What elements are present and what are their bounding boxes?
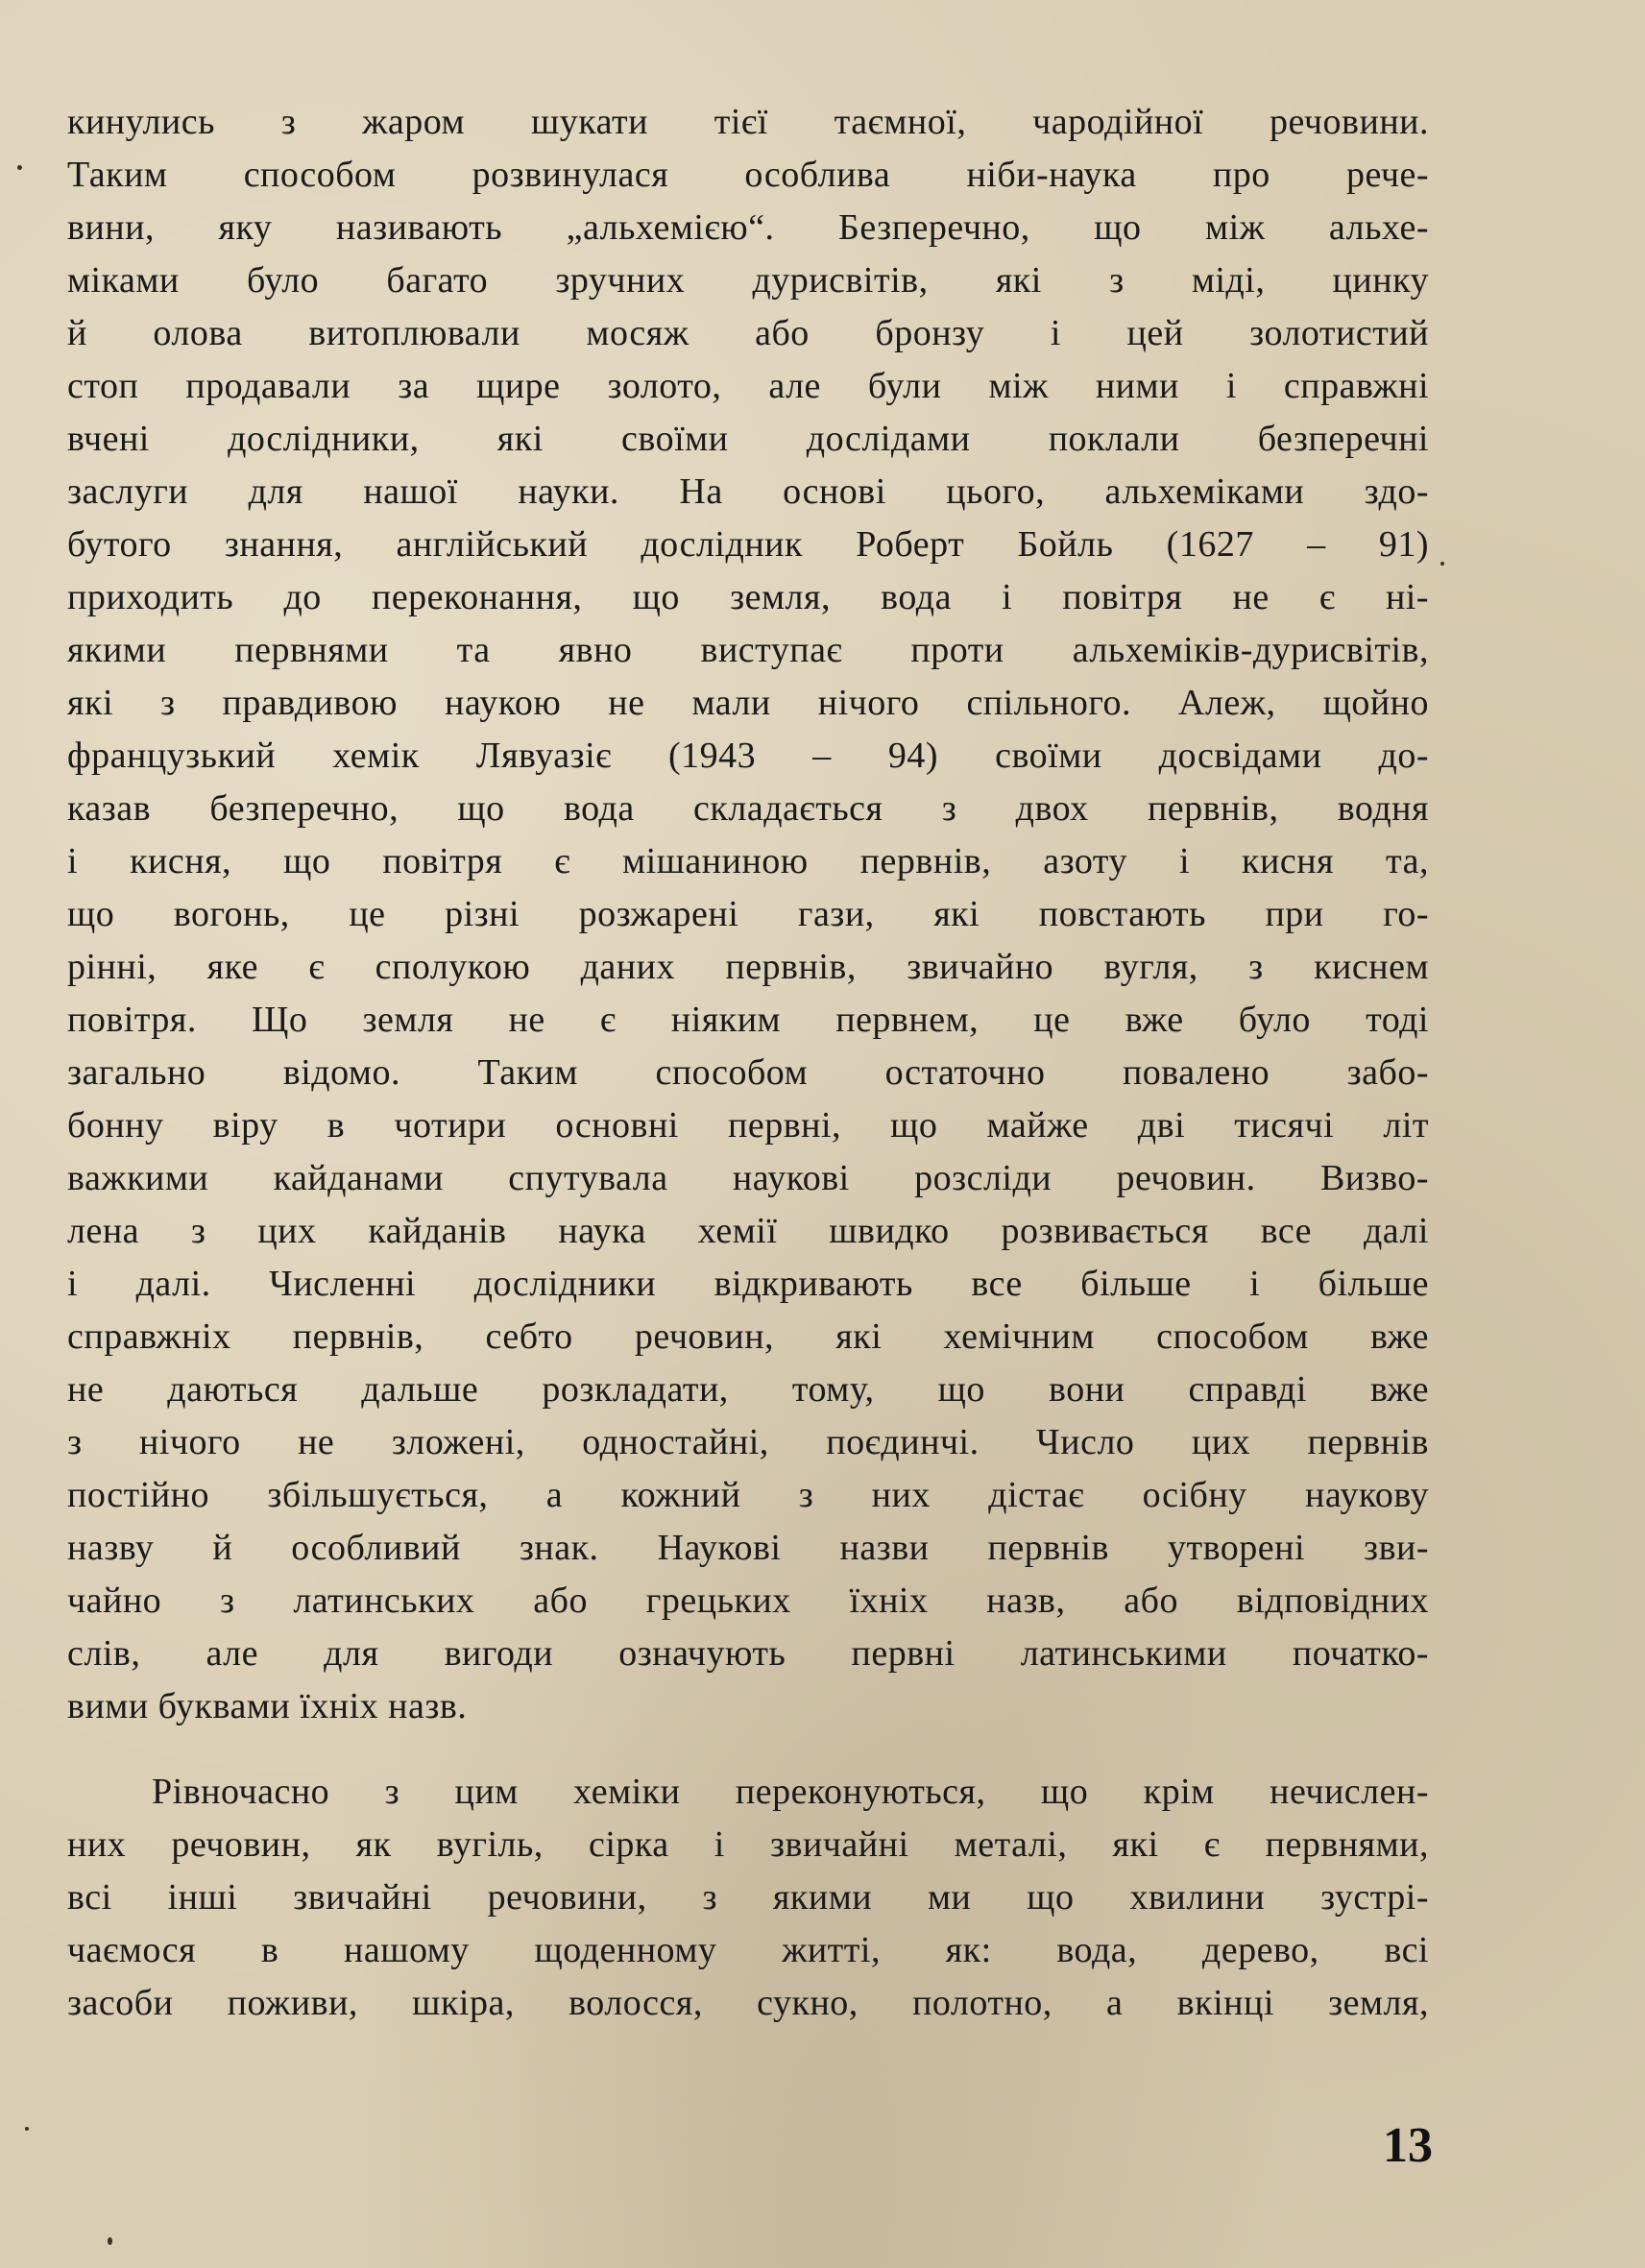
paper-speck [25,2127,29,2131]
text-line: чаємося в нашому щоденному житті, як: вода, дерево, всі [67,1930,1429,1970]
text-line: не даються дальше розкладати, тому, що вони справді вже [67,1369,1429,1410]
text-line: всі інші звичайні речовини, з якими ми що хвилини зустрі- [67,1877,1429,1918]
text-line: стоп продавали за щире золото, але були між ними і справжні [67,366,1429,406]
text-line: казав безперечно, що вода складається з двох первнів, водня [67,788,1429,829]
text-line: вими буквами їхніх назв. [67,1686,468,1726]
paper-speck [17,165,22,170]
text-line: бутого знання, англійський дослідник Роберт Бойль (1627 – 91) [67,524,1429,565]
text-line: міками було багато зручних дурисвітів, які з міді, цинку [67,260,1429,301]
text-line: бонну віру в чотири основні первні, що майже дві тисячі літ [67,1105,1429,1146]
text-line: французький хемік Лявуазіє (1943 – 94) своїми досвідами до- [67,736,1429,776]
text-line: кинулись з жаром шукати тієї таємної, чародійної речовини. [67,102,1429,142]
body-text [67,96,1429,2030]
paragraph-2 [67,1766,1429,2030]
text-line: слів, але для вигоди означують первні латинськими початко- [67,1633,1429,1674]
text-line: назву й особливий знак. Наукові назви первнів утворені зви- [67,1528,1429,1568]
paragraph-spacer [67,1733,1429,1766]
text-line: важкими кайданами спутувала наукові розсліди речовин. Визво- [67,1158,1429,1198]
text-line: з нічого не зложені, одностайні, поєдинчі. Число цих первнів [67,1422,1429,1462]
text-line: лена з цих кайданів наука хемії швидко розвивається все далі [67,1211,1429,1251]
text-line: них речовин, як вугіль, сірка і звичайні металі, які є первнями, [67,1824,1429,1865]
text-line: вини, яку називають „альхемією“. Безперечно, що між альхе- [67,207,1429,248]
text-line: постійно збільшується, а кожний з них дістає осібну наукову [67,1475,1429,1515]
text-line: вчені дослідники, які своїми дослідами поклали безперечні [67,419,1429,459]
page-number: 13 [1383,2118,1433,2173]
text-line: й олова витоплювали мосяж або бронзу і цей золотистий [67,313,1429,353]
text-line: рінні, яке є сполукою даних первнів, звичайно вугля, з киснем [67,947,1429,987]
text-line: Рівночасно з цим хеміки переконуються, що крім нечислен- [152,1772,1429,1812]
paragraph-1 [67,96,1429,1733]
text-line: справжніх первнів, себто речовин, які хемічним способом вже [67,1316,1429,1357]
text-line: чайно з латинських або грецьких їхніх назв, або відповідних [67,1580,1429,1621]
paper-speck [108,2237,112,2245]
text-line: і далі. Численні дослідники відкривають все більше і більше [67,1264,1429,1304]
text-line: якими первнями та явно виступає проти альхеміків-дурисвітів, [67,630,1429,670]
text-line: приходить до переконання, що земля, вода і повітря не є ні- [67,577,1429,617]
text-line: повітря. Що земля не є ніяким первнем, це вже було тоді [67,1000,1429,1040]
paper-speck [1440,562,1444,566]
text-line: які з правдивою наукою не мали нічого спільного. Алеж, щойно [67,683,1429,723]
text-line: заслуги для нашої науки. На основі цього, альхеміками здо- [67,471,1429,512]
text-line: що вогонь, це різні розжарені гази, які повстають при го- [67,894,1429,934]
text-line: і кисня, що повітря є мішаниною первнів, азоту і кисня та, [67,841,1429,881]
text-line: Таким способом розвинулася особлива ніби-наука про рече- [67,155,1429,195]
text-line: загально відомо. Таким способом остаточно повалено забо- [67,1052,1429,1093]
text-line: засоби поживи, шкіра, волосся, сукно, полотно, а вкінці земля, [67,1983,1429,2023]
